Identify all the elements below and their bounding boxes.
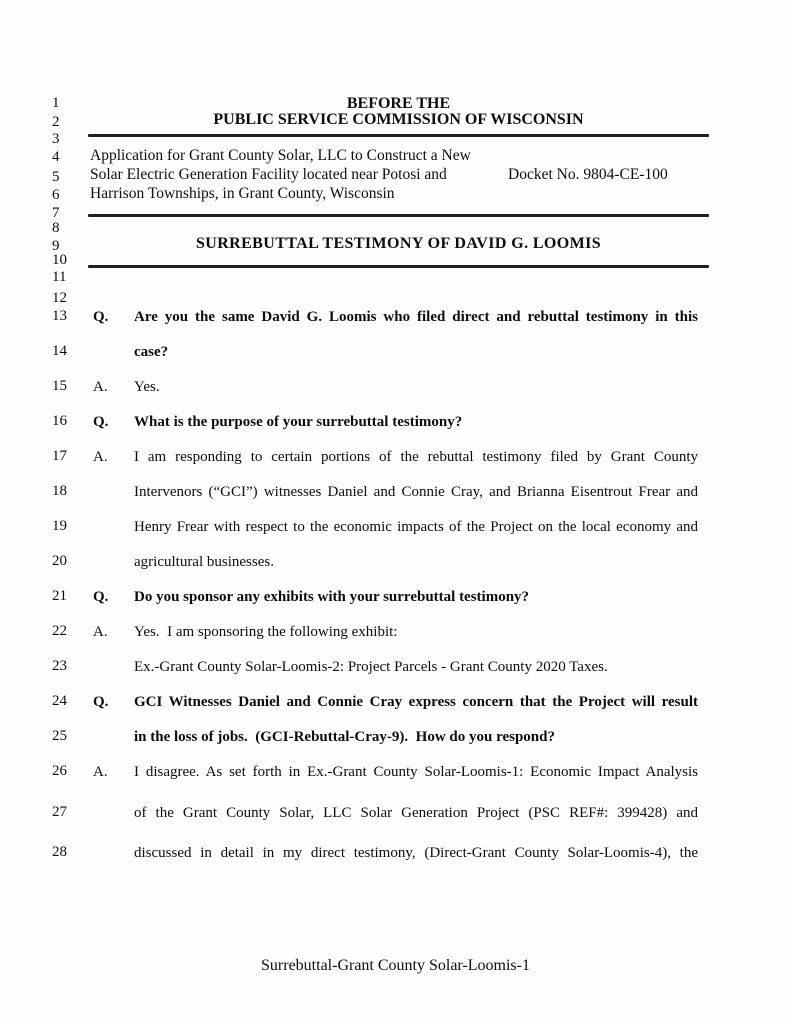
caption-line3: Harrison Townships, in Grant County, Wisconsin [90, 185, 395, 202]
court-header-line2: PUBLIC SERVICE COMMISSION OF WISCONSIN [213, 111, 584, 128]
docket-number: Docket No. 9804-CE-100 [508, 166, 668, 183]
line-number: 4 [52, 149, 60, 165]
line-number: 25 [52, 728, 67, 744]
line-number: 7 [52, 205, 60, 221]
line-number: 2 [52, 114, 60, 130]
testimony-line: What is the purpose of your surrebuttal testimony? [134, 414, 463, 430]
line-number: 10 [52, 252, 67, 268]
testimony-line: discussed in detail in my direct testimony, (Direct-Grant County Solar-Loomis-4), the [134, 845, 698, 861]
court-header-line1: BEFORE THE [346, 95, 451, 112]
answer-label: A. [93, 764, 108, 780]
line-number: 3 [52, 131, 60, 147]
line-number: 9 [52, 238, 60, 254]
testimony-line: of the Grant County Solar, LLC Solar Generation Project (PSC REF#: 399428) and [134, 805, 698, 821]
line-number: 28 [52, 844, 67, 860]
testimony-line: Intervenors (“GCI”) witnesses Daniel and Connie Cray, and Brianna Eisentrout Frear and [134, 484, 698, 500]
caption-divider-bottom [88, 265, 709, 268]
question-label: Q. [93, 589, 109, 605]
question-label: Q. [93, 309, 109, 325]
page-footer: Surrebuttal-Grant County Solar-Loomis-1 [261, 957, 530, 974]
question-label: Q. [93, 694, 109, 710]
caption-divider-middle [88, 214, 709, 217]
line-number: 27 [52, 804, 67, 820]
answer-label: A. [93, 449, 108, 465]
testimony-line: Yes. [134, 379, 160, 395]
line-number: 11 [52, 269, 67, 285]
caption-divider-top [88, 134, 709, 137]
line-number: 17 [52, 448, 67, 464]
line-number: 16 [52, 413, 67, 429]
testimony-line: Yes. I am sponsoring the following exhibit: [134, 624, 398, 640]
testimony-line: case? [134, 344, 169, 360]
line-number: 22 [52, 623, 67, 639]
caption-line1: Application for Grant County Solar, LLC to Construct a New [90, 147, 471, 164]
question-label: Q. [93, 414, 109, 430]
line-number: 1 [52, 95, 60, 111]
testimony-line: I am responding to certain portions of the rebuttal testimony filed by Grant County [134, 449, 698, 465]
testimony-line: Do you sponsor any exhibits with your surrebuttal testimony? [134, 589, 530, 605]
line-number: 15 [52, 378, 67, 394]
line-number: 5 [52, 169, 60, 185]
line-number: 20 [52, 553, 67, 569]
line-number: 13 [52, 308, 67, 324]
testimony-title: SURREBUTTAL TESTIMONY OF DAVID G. LOOMIS [195, 235, 602, 252]
line-number: 12 [52, 290, 67, 306]
line-number: 6 [52, 187, 60, 203]
line-number: 26 [52, 763, 67, 779]
line-number: 18 [52, 483, 67, 499]
answer-label: A. [93, 379, 108, 395]
line-number: 14 [52, 343, 67, 359]
line-number: 23 [52, 658, 67, 674]
testimony-line: GCI Witnesses Daniel and Connie Cray express concern that the Project will result [134, 694, 698, 710]
line-number: 8 [52, 220, 60, 236]
caption-line2: Solar Electric Generation Facility located near Potosi and [90, 166, 447, 183]
line-number: 24 [52, 693, 67, 709]
testimony-line: in the loss of jobs. (GCI-Rebuttal-Cray-9). How do you respond? [134, 729, 555, 745]
line-number: 19 [52, 518, 67, 534]
answer-label: A. [93, 624, 108, 640]
testimony-line: Henry Frear with respect to the economic impacts of the Project on the local economy and [134, 519, 698, 535]
testimony-line: agricultural businesses. [134, 554, 274, 570]
testimony-line: I disagree. As set forth in Ex.-Grant County Solar-Loomis-1: Economic Impact Analysis [134, 764, 698, 780]
exhibit-reference-line: Ex.-Grant County Solar-Loomis-2: Project Parcels - Grant County 2020 Taxes. [134, 659, 608, 675]
line-number: 21 [52, 588, 67, 604]
testimony-line: Are you the same David G. Loomis who filed direct and rebuttal testimony in this [134, 309, 698, 325]
